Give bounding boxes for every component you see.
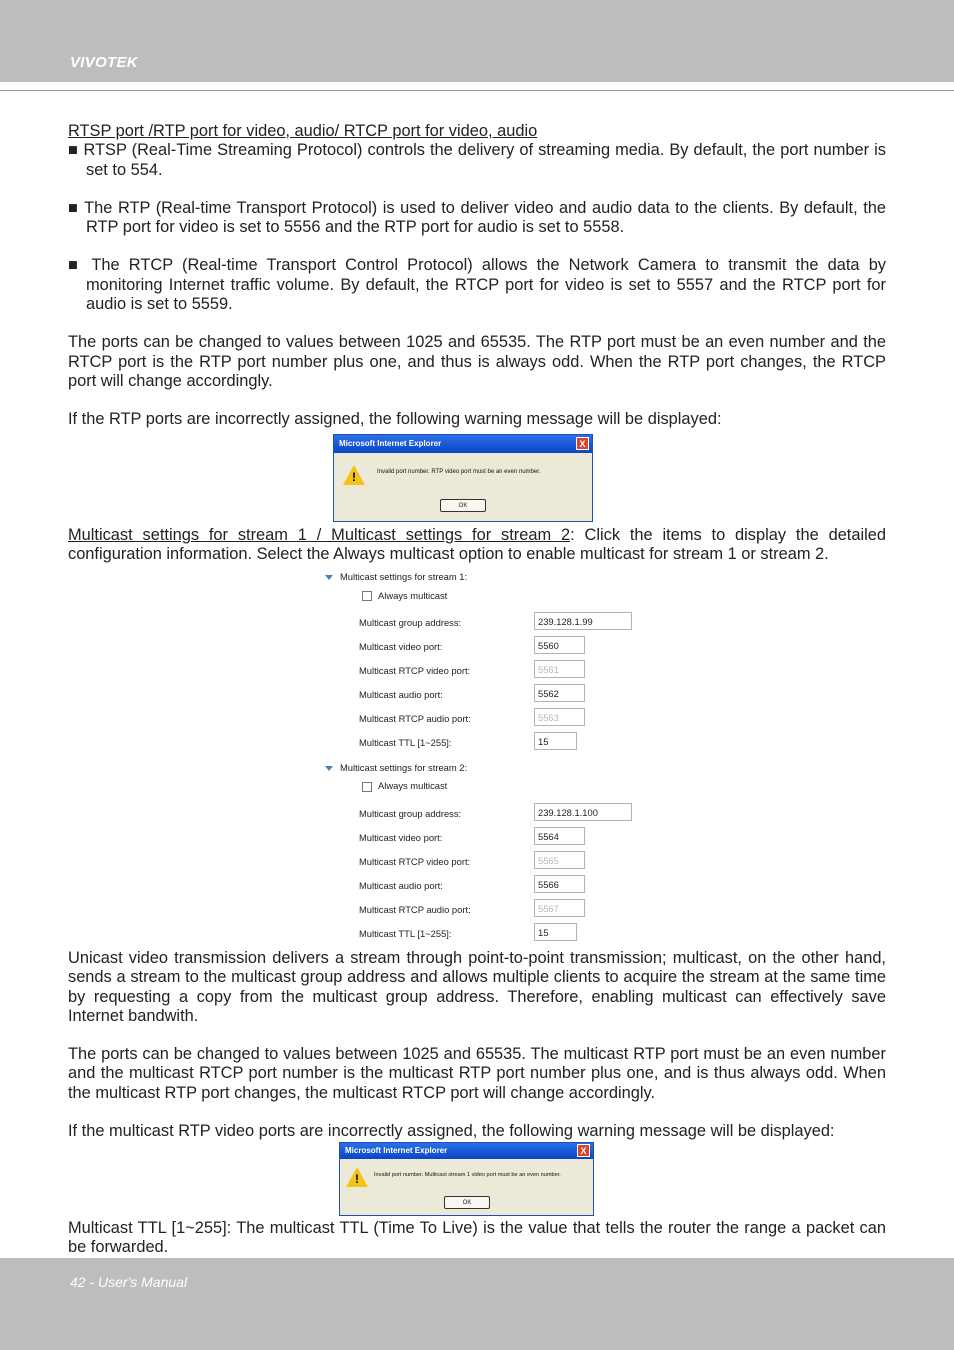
rtp-warning-dialog: Microsoft Internet Explorer X ! Invalid port number. RTP video port must be an even number. OK — [333, 434, 593, 522]
rtcp-audio-port-label: Multicast RTCP audio port: — [359, 904, 471, 915]
rtcp-video-port-label: Multicast RTCP video port: — [359, 665, 471, 676]
always-multicast-label: Always multicast — [378, 780, 448, 791]
ttl-paragraph: Multicast TTL [1~255]: The multicast TTL (Time To Live) is the value that tells the router the range a packet can be forwarded. — [68, 1219, 886, 1257]
rtcp-audio-port-label: Multicast RTCP audio port: — [359, 713, 471, 724]
multicast-ports-paragraph: The ports can be changed to values between 1025 and 65535. The multicast RTP port must be an even number and the multicast RTCP port number is the multicast RTP port number plus one, and is thus always odd. When the multicast RTP port changes, the multicast RTCP port will change accordingly. — [68, 1045, 886, 1102]
dialog-title: Microsoft Internet Explorer — [339, 439, 442, 448]
dialog-title: Microsoft Internet Explorer — [345, 1146, 448, 1155]
page-header — [0, 0, 954, 82]
dialog-message: Invalid port number. RTP video port must be an even number. — [377, 469, 541, 475]
unicast-paragraph: Unicast video transmission delivers a stream through point-to-point transmission; multicast, on the other hand, sends a stream to the multicast group address and allows multiple clients to acquire the stream at the same time by requesting a copy from the multicast group address. Therefore, enabling multicast can effectively save Internet bandwith. — [68, 949, 886, 1025]
bullet-rtsp: ■ RTSP (Real-Time Streaming Protocol) controls the delivery of streaming media. By default, the port number is set to 554. — [68, 141, 886, 179]
multicast-intro — [68, 526, 886, 565]
dialog-titlebar — [340, 1143, 593, 1159]
ok-button[interactable]: OK — [444, 1196, 490, 1209]
stream2-title[interactable]: Multicast settings for stream 2: — [340, 762, 468, 773]
ports-paragraph: The ports can be changed to values between 1025 and 65535. The RTP port must be an even number and the RTCP port is the RTP port number plus one, and thus is always odd. When the RTP port changes, the RTCP port will change accordingly. — [68, 333, 886, 390]
bullet-rtcp: ■ The RTCP (Real-time Transport Control Protocol) allows the Network Camera to transmit the data by monitoring Internet traffic volume. By default, the RTCP port for video is set to 5557 and the RTCP port for audio is set to 5559. — [68, 256, 886, 314]
rtcp-video-port-label: Multicast RTCP video port: — [359, 856, 471, 867]
bullet-rtp: ■ The RTP (Real-time Transport Protocol) is used to deliver video and audio data to the clients. By default, the RTP port for video is set to 5556 and the RTP port for audio is set to 5558. — [68, 198, 886, 237]
page-number: 42 - User's Manual — [70, 1274, 188, 1290]
close-icon[interactable]: X — [576, 437, 589, 450]
group-address-label: Multicast group address: — [359, 617, 462, 628]
brand-logo: VIVOTEK — [70, 54, 138, 71]
multicast-settings-link: Multicast settings for stream 1 / Multicast settings for stream 2 — [68, 526, 571, 544]
always-multicast-label: Always multicast — [378, 590, 448, 601]
ok-button[interactable]: OK — [440, 499, 486, 512]
multicast-intro-text: : Click the items to display the detailed configuration information. Select the Always multicast option to enable multicast for stream 1 or stream 2. — [68, 526, 886, 564]
video-port-input[interactable] — [534, 827, 585, 845]
warning-intro: If the RTP ports are incorrectly assigned, the following warning message will be displayed: — [68, 410, 722, 429]
audio-port-input[interactable] — [534, 684, 585, 702]
ttl-label: Multicast TTL [1~255]: — [359, 737, 452, 748]
unicast-section — [68, 949, 886, 1141]
always-multicast-checkbox[interactable] — [362, 782, 372, 792]
ttl-input[interactable] — [534, 923, 577, 941]
rtsp-heading: RTSP port /RTP port for video, audio/ RTCP port for video, audio — [68, 122, 538, 140]
rtcp-audio-port-input — [534, 899, 585, 917]
always-multicast-checkbox[interactable] — [362, 591, 372, 601]
rtcp-video-port-input — [534, 660, 585, 678]
ttl-label: Multicast TTL [1~255]: — [359, 928, 452, 939]
expand-arrow-icon[interactable] — [325, 766, 333, 771]
group-address-input[interactable] — [534, 803, 632, 821]
video-port-label: Multicast video port: — [359, 641, 443, 652]
header-divider — [0, 90, 954, 91]
ttl-input[interactable] — [534, 732, 577, 750]
rtcp-video-port-input — [534, 851, 585, 869]
audio-port-input[interactable] — [534, 875, 585, 893]
video-port-input[interactable] — [534, 636, 585, 654]
dialog-titlebar — [334, 435, 592, 453]
video-port-label: Multicast video port: — [359, 832, 443, 843]
audio-port-label: Multicast audio port: — [359, 689, 443, 700]
audio-port-label: Multicast audio port: — [359, 880, 443, 891]
close-icon[interactable]: X — [577, 1144, 590, 1157]
ttl-section — [68, 1219, 886, 1258]
multicast-warning-intro: If the multicast RTP video ports are incorrectly assigned, the following warning message will be displayed: — [68, 1122, 835, 1141]
rtsp-section — [68, 122, 886, 430]
page-footer — [0, 1258, 954, 1350]
stream1-title[interactable]: Multicast settings for stream 1: — [340, 571, 468, 582]
group-address-label: Multicast group address: — [359, 808, 462, 819]
group-address-input[interactable] — [534, 612, 632, 630]
rtcp-audio-port-input — [534, 708, 585, 726]
multicast-warning-dialog: Microsoft Internet Explorer X ! Invalid port number. Multicast stream 1 video port must be an even number. OK — [339, 1142, 594, 1216]
dialog-message: Invalid port number. Multicast stream 1 video port must be an even number. — [374, 1172, 561, 1178]
expand-arrow-icon[interactable] — [325, 575, 333, 580]
